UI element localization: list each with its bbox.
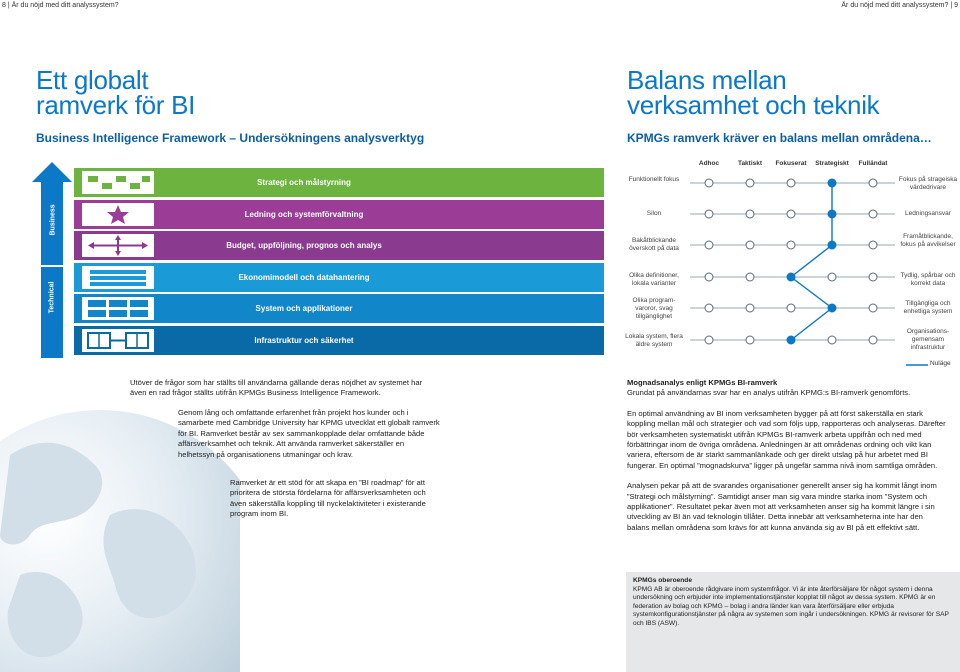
- band-label: Ekonomimodell och datahantering: [238, 273, 370, 282]
- column-header-fokuserat: Fokuserat: [775, 160, 807, 167]
- maturity-dot: [869, 273, 878, 282]
- right-text-block: [627, 378, 947, 543]
- maturity-dot: [705, 241, 714, 250]
- maturity-dot: [869, 304, 878, 313]
- maturity-dot: [787, 304, 796, 313]
- row-right-label: Tydlig, spårbar och korrekt data: [900, 272, 956, 287]
- current-level-dot: [828, 304, 837, 313]
- band-label: Budget, uppföljning, prognos och analys: [226, 241, 382, 250]
- row-left-label: Olika definitioner, lokala varianter: [629, 272, 679, 287]
- band-label: Ledning och systemförvaltning: [244, 210, 364, 219]
- row-left-label: Lokala system, flera äldre system: [625, 333, 683, 348]
- maturity-dot: [746, 336, 755, 345]
- maturity-dot: [705, 304, 714, 313]
- current-level-dot: [787, 336, 796, 345]
- left-text-block: [178, 408, 440, 470]
- footnote-box: [626, 572, 960, 672]
- maturity-dot: [828, 273, 837, 282]
- maturity-dot: [746, 241, 755, 250]
- paragraph: En optimal användning av BI inom verksamheten bygger på att först säkerställa en stark koppling mellan mål och strategier och vad som följs upp, rapporteras och analyseras. Därefter bör verksamheten systematiskt utifrån KPMGs BI-ramverk arbeta uppifrån och ned med förbättringar inom de övriga områdena. Anledningen är att områdenas ordning och vikt kan variera, eftersom de är starkt sammanlänkade och ger direkt utslag på hur arbetet med BI fungerar. En optimal ”mognadskurva” ligger på ungefär samma nivå inom samtliga områden.: [627, 408, 946, 470]
- maturity-dot: [746, 210, 755, 219]
- maturity-dot: [746, 304, 755, 313]
- maturity-dot: [869, 210, 878, 219]
- current-level-dot: [828, 210, 837, 219]
- maturity-dot: [746, 179, 755, 188]
- row-left-label: Olika program-varoror, svag tillgänglighet: [632, 297, 676, 320]
- maturity-dot: [869, 336, 878, 345]
- current-level-dot: [828, 179, 837, 188]
- maturity-dot: [869, 179, 878, 188]
- paragraph: Ramverket är ett stöd för att skapa en ”BI roadmap” för att prioritera de största fördelarna för affärsverksamheten och även säkerställa koppling till nyckelaktiviteter i existerande program inom BI.: [230, 478, 426, 519]
- page-header-right: Är du nöjd med ditt analyssystem? | 9: [841, 2, 958, 9]
- paragraph: Utöver de frågor som har ställts till användarna gällande deras nöjdhet av systemet har även en rad frågor ställts utifrån KPMGs Business Intelligence Framework.: [130, 378, 423, 398]
- maturity-dot: [705, 336, 714, 345]
- band-label: System och applikationer: [255, 304, 353, 313]
- subtitle-left: Business Intelligence Framework – Undersökningens analysverktyg: [36, 131, 425, 145]
- row-left-label: Silon: [646, 210, 662, 217]
- row-right-label: Framåtblickande, fokus på avvikelser: [900, 233, 956, 248]
- paragraph: Grundat på användarnas svar har en analys utifrån KPMG:s BI-ramverk genomförts.: [627, 388, 911, 398]
- row-right-label: Organisations-gemensam infrastruktur: [906, 328, 950, 351]
- current-level-dot: [828, 241, 837, 250]
- footnote-text: KPMG AB är oberoende rådgivare inom systemfrågor. Vi är inte återförsäljare för något system i denna undersökning och erbjuder inte implementationstjänster kopplat till något av dessa system. KPMG är en federation av bolag och KPMG – bolag i andra länder kan vara återförsäljare eller erbjuda systemkonfigurationstjänster på några av systemen som ingår i undersökningen. KPMG är revisorer för SAP och IBS (ASW).: [633, 585, 949, 627]
- legend-label: Nuläge: [930, 360, 951, 367]
- column-header-adhoc: Adhoc: [698, 160, 720, 167]
- title-line-1: Balans mellan: [627, 65, 787, 95]
- maturity-dot: [787, 210, 796, 219]
- column-header-fullandat: Fulländat: [858, 160, 888, 167]
- left-text-block: [230, 478, 442, 530]
- section-heading: Mognadsanalys enligt KPMGs BI-ramverk: [627, 378, 778, 387]
- title-line-1: Ett globalt: [36, 65, 149, 95]
- current-level-dot: [787, 273, 796, 282]
- subtitle-right: KPMGs ramverk kräver en balans mellan områdena…: [627, 131, 932, 145]
- left-text-block: [130, 378, 430, 409]
- legend-line-icon: [906, 361, 928, 369]
- band-label: Infrastruktur och säkerhet: [254, 336, 354, 345]
- title-line-2: verksamhet och teknik: [627, 90, 880, 120]
- row-right-label: Tillgängliga och enhetliga system: [903, 300, 953, 315]
- maturity-dot: [705, 179, 714, 188]
- maturity-dot: [787, 241, 796, 250]
- column-header-strategiskt: Strategiskt: [815, 160, 849, 167]
- maturity-dot: [869, 241, 878, 250]
- row-left-label: Funktionellt fokus: [628, 176, 680, 183]
- side-label-technical: Technical: [48, 281, 56, 314]
- title-line-2: ramverk för BI: [36, 90, 196, 120]
- row-left-label: Bakåtblickande överskott på data: [629, 237, 679, 252]
- row-right-label: Fokus på strageiska värdedrivare: [898, 176, 958, 191]
- maturity-dot: [828, 336, 837, 345]
- column-header-taktiskt: Taktiskt: [737, 160, 763, 167]
- maturity-dot: [746, 273, 755, 282]
- paragraph: Analysen pekar på att de svarandes organisationer generellt anser sig ha kommit långt inom ”Strategi och målstyrning”. Samtidigt anser man sig vara mindre starka inom ”System och applikationer”. Resultatet pekar även mot att verksamheten anser sig ha kommit längre i sin utveckling av BI än vad teknologin tillåter. Detta innebär att verksamheterna inte har den balans mellan områdena som krävs för att kunna använda sig av BI på ett effektivt sätt.: [627, 481, 937, 532]
- current-level-line: [791, 183, 832, 340]
- maturity-dot: [787, 179, 796, 188]
- page-header-left: 8 | Är du nöjd med ditt analyssystem?: [2, 2, 119, 9]
- paragraph: Genom lång och omfattande erfarenhet från projekt hos kunder och i samarbete med Cambridge University har KPMG utvecklat ett globalt ramverk för BI. Ramverket består av sex sammankopplade delar omfattande både affärsverksamhet och teknik. Att använda ramverket säkerställer en helhetssyn på organisationens utmaningar och krav.: [178, 408, 440, 459]
- footnote-heading: KPMGs oberoende: [633, 577, 692, 584]
- side-label-business: Business: [49, 204, 57, 236]
- row-right-label: Ledningsansvar: [905, 210, 951, 217]
- maturity-dot: [705, 273, 714, 282]
- band-label: Strategi och målstyrning: [257, 178, 351, 187]
- maturity-dot: [705, 210, 714, 219]
